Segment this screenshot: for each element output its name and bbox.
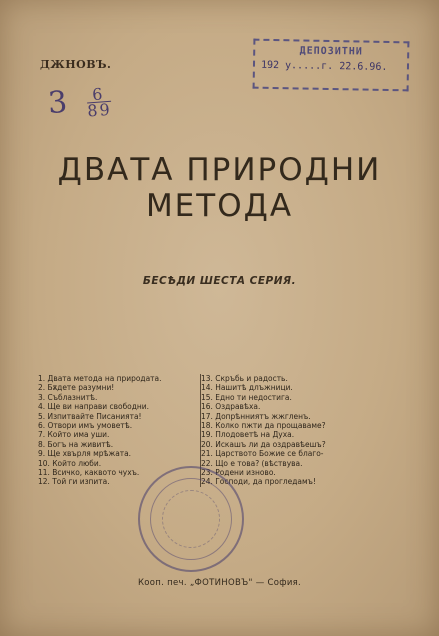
contents-item: 11. Всичко, каквото чухъ.	[38, 468, 140, 478]
contents-item: 16. Оздравѣха.	[201, 402, 261, 412]
contents-item: 17. Допрѣнниятъ жжгленъ.	[201, 411, 311, 421]
title-line-1: ДВАТА ПРИРОДНИ	[57, 152, 382, 188]
contents-item: 9. Ще хвърля мрѣжата.	[38, 449, 132, 459]
stamp-line-2: ДЕПОЗИТНИ	[299, 45, 363, 58]
contents-item: 8. Богъ на живитѣ.	[38, 439, 114, 449]
contents-item: 6. Отвори имъ умоветѣ.	[38, 421, 133, 431]
printer-imprint: Кооп. печ. „ФОТИНОВЪ" — София.	[137, 578, 302, 588]
library-seal-stamp	[138, 466, 244, 572]
contents-item: 2. Бѫдете разумни!	[38, 383, 115, 393]
contents-item: 23. Родени изново.	[201, 468, 276, 478]
handwritten-denominator: 89	[86, 99, 113, 120]
contents-item: 19. Плодоветѣ на Духа.	[201, 430, 295, 440]
contents-item: 7. Който има уши.	[38, 430, 110, 440]
contents-list-right	[201, 374, 401, 487]
author-name: ДЖНОВЪ.	[40, 58, 112, 71]
contents-item: 12. Той ги изпита.	[38, 477, 110, 487]
stamp-line-3: 192 у.....г. 22.6.96.	[260, 59, 388, 73]
contents-item: 13. Скръбь и радость.	[201, 374, 288, 383]
contents-item: 5. Изпитвайте Писанията!	[38, 411, 142, 421]
contents-item: 22. Що е това? (вѣствува.	[201, 458, 303, 468]
title-line-2: МЕТОДА	[145, 188, 294, 224]
handwritten-numerator: 6	[86, 85, 111, 103]
handwritten-fraction	[86, 85, 112, 118]
contents-item: 4. Ще ви направи свободни.	[38, 402, 150, 412]
contents-item: 15. Едно ти недостига.	[201, 392, 292, 402]
contents-item: 24. Господи, да прогледамъ!	[201, 477, 316, 487]
contents-item: 10. Който люби.	[38, 458, 102, 468]
deposit-stamp	[253, 39, 410, 92]
contents-item: 18. Колко пжти да прощаваме?	[201, 421, 326, 431]
contents-item: 21. Царството Божие се благо-	[201, 449, 324, 459]
contents-item: 3. Съблазнитѣ.	[38, 392, 98, 402]
series-subtitle: БЕСѢДИ ШЕСТА СЕРИЯ.	[142, 275, 297, 287]
contents-item: 20. Искашъ ли да оздравѣешъ?	[201, 439, 326, 449]
handwritten-catalog-mark	[47, 82, 112, 121]
handwritten-digit: 3	[46, 84, 71, 122]
contents-item: 1. Двата метода на природата.	[38, 374, 162, 383]
contents-item: 14. Нашитѣ длъжници.	[201, 383, 293, 393]
